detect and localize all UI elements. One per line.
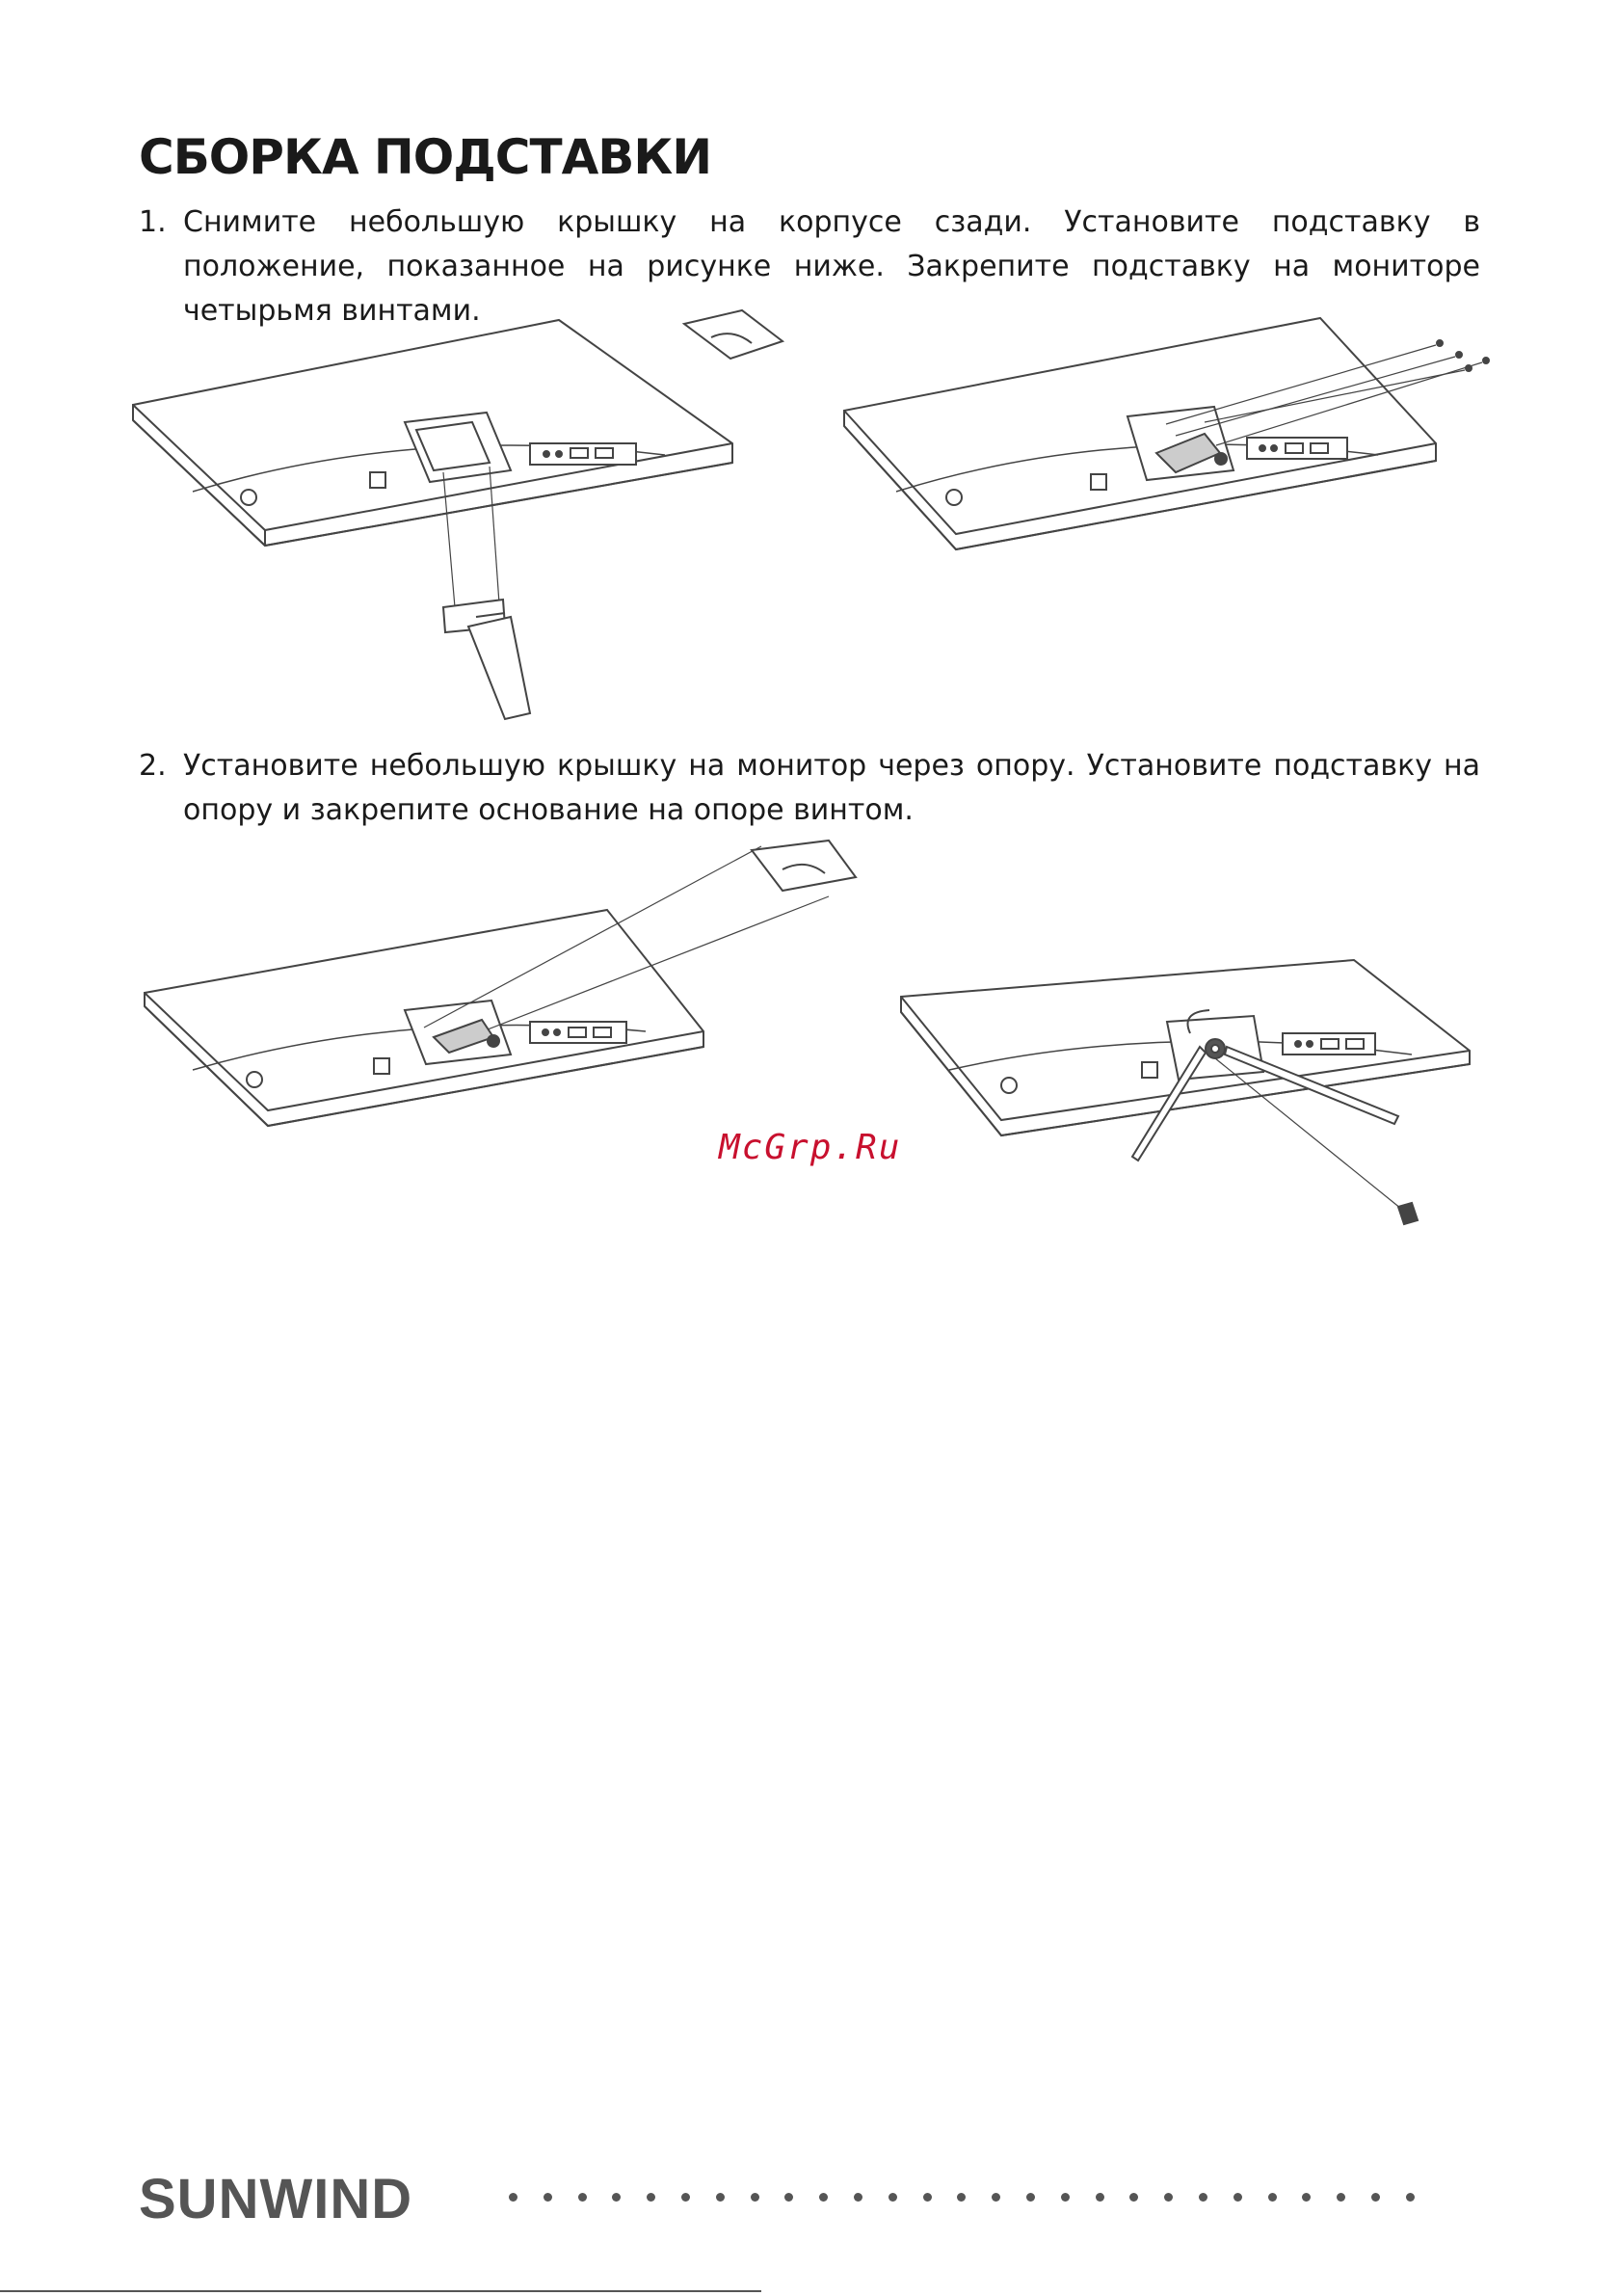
footer-dot <box>1164 2193 1173 2202</box>
footer-dot <box>751 2193 759 2202</box>
figure-step1-screws <box>838 308 1513 559</box>
footer-dot <box>992 2193 1000 2202</box>
footer-dot <box>544 2193 552 2202</box>
figure-step1-neck-attach <box>125 299 819 723</box>
footer-dot <box>784 2193 793 2202</box>
footer-dot <box>578 2193 587 2202</box>
footer-dot <box>1026 2193 1035 2202</box>
footer-dot <box>1302 2193 1311 2202</box>
footer-dot <box>1337 2193 1345 2202</box>
footer-dot <box>957 2193 966 2202</box>
step-2-text: Установите небольшую крышку на монитор через опору. Установите подставку на опору и закрепите основание на опоре винтом. <box>183 749 1480 827</box>
figure-step2-cover <box>135 839 867 1137</box>
figure-step2-base <box>891 954 1508 1243</box>
footer-dot <box>1096 2193 1104 2202</box>
footer-dot <box>716 2193 725 2202</box>
footer-dot <box>509 2193 517 2202</box>
footer-dot <box>1406 2193 1415 2202</box>
page-title: СБОРКА ПОДСТАВКИ <box>139 129 712 185</box>
footer-dot <box>1371 2193 1380 2202</box>
footer-dot <box>1129 2193 1138 2202</box>
step-2 <box>139 744 1480 833</box>
footer-dot <box>1268 2193 1277 2202</box>
footer-dot <box>923 2193 932 2202</box>
footer-dots <box>509 2190 1415 2203</box>
footer-dot <box>819 2193 828 2202</box>
footer-dot <box>647 2193 655 2202</box>
footer-dot <box>854 2193 862 2202</box>
footer-dot <box>889 2193 897 2202</box>
footer-dot <box>612 2193 621 2202</box>
step-1-number: 1. <box>139 205 167 239</box>
brand-logo: SUNWIND <box>139 2168 413 2230</box>
step-2-number: 2. <box>139 749 167 783</box>
footer-dot <box>1199 2193 1207 2202</box>
footer-dot <box>681 2193 690 2202</box>
step-1-text: Снимите небольшую крышку на корпусе сзади. Установите подставку в положение, показанное на рисунке ниже. Закрепите подставку на мониторе четырьмя винтами. <box>183 205 1480 328</box>
footer-dot <box>1233 2193 1242 2202</box>
watermark: McGrp.Ru <box>719 1128 902 1167</box>
footer-dot <box>1061 2193 1070 2202</box>
bottom-rule <box>0 2290 761 2292</box>
